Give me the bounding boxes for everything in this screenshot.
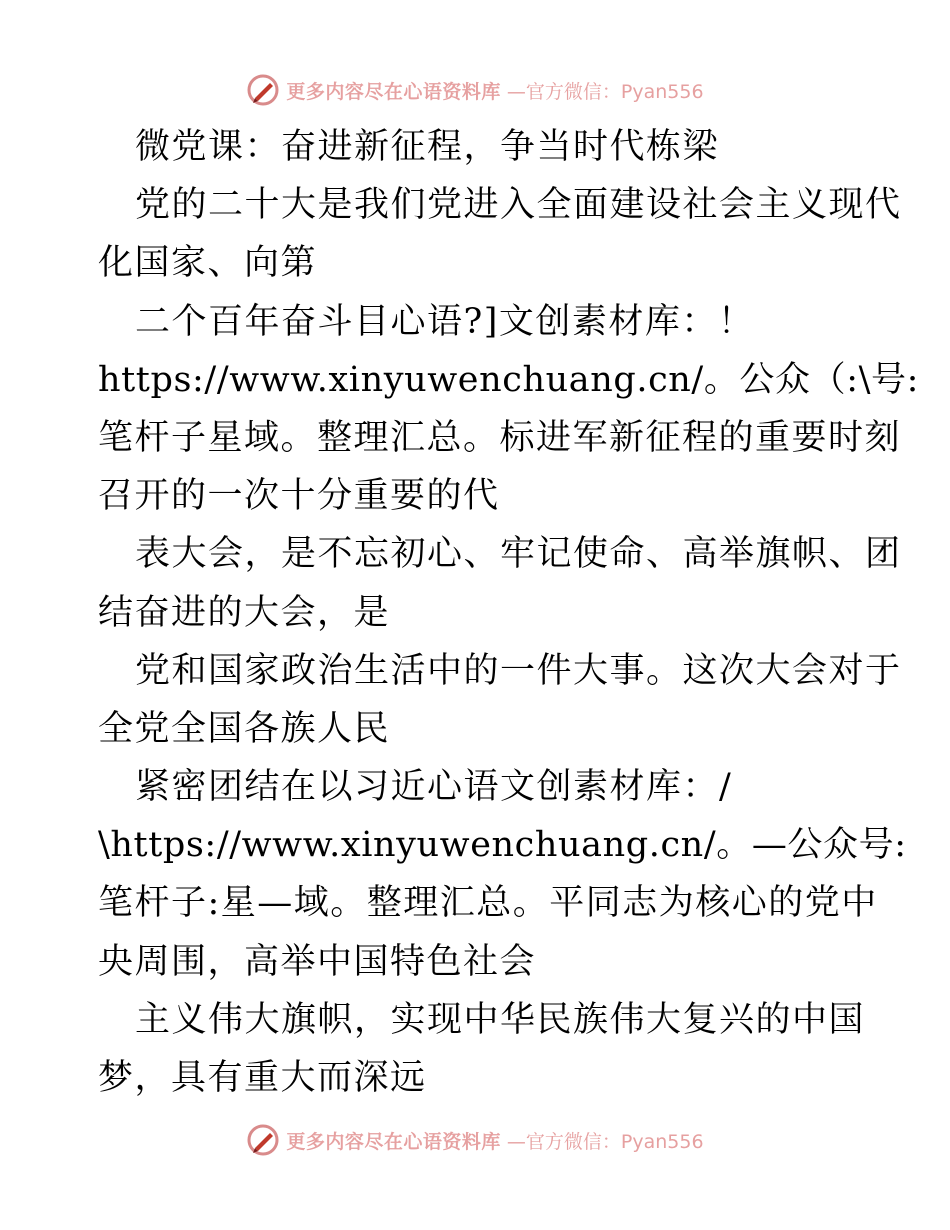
paragraph-line: 梦，具有重大而深远 xyxy=(98,1058,427,1098)
footer-watermark xyxy=(0,1120,950,1160)
paragraph-line: 化国家、向第 xyxy=(98,243,318,284)
footer-watermark-main: 更多内容尽在心语资料库 xyxy=(286,1130,501,1153)
paragraph-line: https://www.xinyuwenchuang.cn/。公众（:\号: xyxy=(98,359,919,400)
paragraph-line: 笔杆子:星—域。整理汇总。平同志为核心的党中 xyxy=(98,883,878,924)
paragraph-line: 全党全国各族人民 xyxy=(98,708,391,749)
footer-watermark-sub: —官方微信：Pyan556 xyxy=(506,1130,704,1153)
header-watermark-inner xyxy=(246,73,703,107)
pen-logo-icon xyxy=(246,1123,280,1157)
document-body xyxy=(98,118,919,1107)
header-watermark-main: 更多内容尽在心语资料库 xyxy=(286,80,501,103)
paragraph-line: 笔杆子星域。整理汇总。标进军新征程的重要时刻 xyxy=(98,417,902,458)
paragraph-line: 央周围，高举中国特色社会 xyxy=(98,941,537,982)
paragraph-line: 紧密团结在以习近心语文创素材库：/ xyxy=(135,767,733,808)
footer-watermark-inner xyxy=(246,1123,703,1157)
paragraph-line: \https://www.xinyuwenchuang.cn/。—公众号: xyxy=(98,825,907,866)
paragraph-line: 二个百年奋斗目心语?]文创素材库：！ xyxy=(135,301,755,342)
paragraph-line: 主义伟大旗帜，实现中华民族伟大复兴的中国 xyxy=(135,999,866,1040)
header-watermark xyxy=(0,70,950,110)
document-title: 微党课：奋进新征程，争当时代栋梁 xyxy=(135,127,720,167)
header-watermark-sub: —官方微信：Pyan556 xyxy=(506,80,704,103)
paragraph-line: 表大会，是不忘初心、牢记使命、高举旗帜、团 xyxy=(135,534,902,575)
pen-logo-icon xyxy=(246,73,280,107)
paragraph-line: 党和国家政治生活中的一件大事。这次大会对于 xyxy=(135,650,902,691)
paragraph-line: 党的二十大是我们党进入全面建设社会主义现代 xyxy=(135,185,902,226)
paragraph-line: 结奋进的大会，是 xyxy=(98,592,391,633)
paragraph-line: 召开的一次十分重要的代 xyxy=(98,476,500,517)
